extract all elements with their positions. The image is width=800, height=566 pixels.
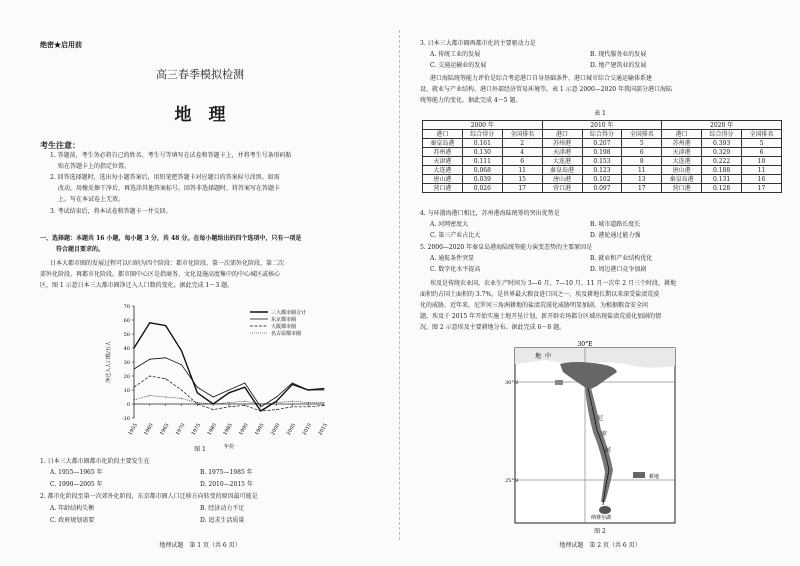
data-point <box>165 357 166 358</box>
intro-line: 郊外化阶段、再都市化阶段。都市圈中心区是指商务、文化设施高度集中的中心城区或核心 <box>40 271 281 278</box>
data-point <box>324 405 325 406</box>
data-point <box>292 384 293 385</box>
table-col-header: 全国排名 <box>502 130 542 139</box>
table-cell: 大连港 <box>423 166 463 175</box>
data-point <box>308 402 309 403</box>
table-year-header: 2000 年 <box>423 121 543 130</box>
x-tick-label: 1955 <box>127 422 139 437</box>
data-point <box>244 387 245 388</box>
table-row <box>423 139 782 148</box>
table-cell: 6 <box>622 148 662 157</box>
page-2 <box>400 0 800 566</box>
table-cell: 11 <box>742 166 782 175</box>
data-point <box>197 392 198 393</box>
page-1-footer: 地理试题 第 1 页（共 6 页） <box>159 542 241 549</box>
table-cell: 11 <box>622 166 662 175</box>
data-point <box>197 402 198 403</box>
data-point <box>165 325 166 326</box>
legend-label-0: 三大都市圈合计 <box>271 310 307 316</box>
y-tick-label: 30 <box>123 360 130 366</box>
table-cell: 10 <box>742 157 782 166</box>
data-point <box>149 376 150 377</box>
data-point <box>229 406 230 407</box>
map-sea-label: 地 <box>535 353 542 360</box>
table-cell: 17 <box>742 184 782 193</box>
data-point <box>213 404 214 405</box>
legend-farmland-label: 耕地 <box>649 474 660 480</box>
map-river-label: 河 <box>605 447 612 454</box>
data-point <box>181 390 182 391</box>
table-cell: 0.153 <box>582 157 622 166</box>
q2-option-c[interactable]: C. 政府规划需要 <box>50 517 95 524</box>
q1-option-b[interactable]: B. 1975—1985 年 <box>200 469 253 476</box>
table-cell: 唐山港 <box>662 166 702 175</box>
notice-line: 3. 考试结束后，将本试卷和答题卡一并交回。 <box>50 208 172 215</box>
q1-option-a[interactable]: A. 1955—1965 年 <box>50 469 103 476</box>
oasis-farmland <box>555 380 563 385</box>
table-col-header: 港口 <box>542 130 582 139</box>
intro2-line: 统筹能力的变化。据此完成 4～5 题。 <box>420 97 522 104</box>
table-cell: 0.329 <box>702 148 742 157</box>
data-point <box>260 406 261 407</box>
table-col-header: 港口 <box>662 130 702 139</box>
map-lat-30-label: 30°N <box>505 380 519 386</box>
table-cell: 15 <box>502 175 542 184</box>
q5-option-b[interactable]: B. 就业和产业结构优化 <box>590 255 653 262</box>
table-cell: 天津港 <box>542 148 582 157</box>
table-year-header: 2010 年 <box>542 121 662 130</box>
data-point <box>244 401 245 402</box>
table-cell: 0.161 <box>462 139 502 148</box>
data-point <box>134 348 135 349</box>
intro2-line: 设、就业与产业结构、港口外部经济贸易环境等。表 1 示意 2000—2020 年我国部分港口海陆 <box>420 86 672 93</box>
map-sea-label2: 中 <box>545 353 552 360</box>
data-point <box>308 390 309 391</box>
data-point <box>260 404 261 405</box>
table-cell: 营口港 <box>542 184 582 193</box>
q5-option-a[interactable]: A. 通航条件突显 <box>430 255 475 262</box>
y-tick-label: 50 <box>123 332 130 338</box>
table-cell: 6 <box>502 157 542 166</box>
series-line-1 <box>134 358 324 407</box>
table-row <box>423 148 782 157</box>
question-3: 3. 日本三大都市圈再都市化的主要驱动力是 <box>420 40 536 47</box>
table-row <box>423 175 782 184</box>
table-col-header: 全国排名 <box>742 130 782 139</box>
section-heading: 一、选择题：本题共 16 小题，每小题 3 分，共 48 分。在每小题给出的四个选项中，只有一项是 <box>40 235 302 242</box>
q2-option-b[interactable]: B. 经济动力不足 <box>200 505 245 512</box>
table-row <box>423 184 782 193</box>
q3-option-b[interactable]: B. 现代服务业的发展 <box>590 51 647 58</box>
table-caption: 表 1 <box>594 110 606 117</box>
table-cell: 0.026 <box>462 184 502 193</box>
q3-option-c[interactable]: C. 交通运输业的发展 <box>430 62 487 69</box>
table-col-header: 港口 <box>423 130 463 139</box>
legend-label-2: 大阪都市圈 <box>271 324 297 330</box>
table-cell: 4 <box>502 148 542 157</box>
table-cell: 0.039 <box>462 175 502 184</box>
data-point <box>149 359 150 360</box>
table-cell: 大连港 <box>662 157 702 166</box>
y-axis-label: 净迁入人口数/万人 <box>106 341 112 383</box>
data-point <box>197 387 198 388</box>
table-cell: 秦皇岛港 <box>662 175 702 184</box>
table-year-header: 2020 年 <box>662 121 782 130</box>
data-point <box>292 401 293 402</box>
x-tick-label: 1995 <box>254 422 266 437</box>
table-cell: 0.130 <box>462 148 502 157</box>
q2-option-d[interactable]: D. 追求生活质量 <box>200 517 245 524</box>
section-heading-cont: 符合题目要求的。 <box>56 246 105 253</box>
table-subheader-row <box>423 130 782 139</box>
y-tick-label: 40 <box>123 346 130 352</box>
x-tick-label: 1980 <box>206 422 219 437</box>
data-point <box>324 402 325 403</box>
q2-option-a[interactable]: A. 年龄结构失衡 <box>50 505 95 512</box>
figure-1-line-chart <box>100 298 340 450</box>
data-point <box>276 402 277 403</box>
notice-line: 上。写在本试卷上无效。 <box>58 196 125 203</box>
table-cell: 0.198 <box>582 148 622 157</box>
table-cell: 0.102 <box>582 175 622 184</box>
intro3-line: 埃及是传统农业国，农业生产时间为 3—6 月、7—10 月、11 月一次年 2 月三个时段，耕地 <box>430 280 676 287</box>
data-point <box>134 387 135 388</box>
data-point <box>276 397 277 398</box>
notice-line: 贴在答题卡上的指定位置。 <box>58 163 131 170</box>
table-cell: 0.128 <box>702 184 742 193</box>
x-tick-label: 2010 <box>301 422 314 437</box>
data-point <box>229 402 230 403</box>
map-lon-label: 30°E <box>577 341 593 348</box>
data-point <box>181 398 182 399</box>
data-point <box>244 383 245 384</box>
table-cell: 0.393 <box>702 139 742 148</box>
q4-option-a[interactable]: A. 河网密度大 <box>430 221 469 228</box>
data-point <box>181 364 182 365</box>
y-tick-label: 10 <box>123 388 130 394</box>
table-row <box>423 157 782 166</box>
data-point <box>229 392 230 393</box>
data-point <box>165 378 166 379</box>
table-year-row <box>423 121 782 130</box>
x-tick-label: 2015 <box>317 422 329 437</box>
table-row <box>423 166 782 175</box>
data-point <box>149 395 150 396</box>
data-point <box>213 397 214 398</box>
table-cell: 0.097 <box>582 184 622 193</box>
q4-option-b[interactable]: B. 城市道路长度长 <box>590 221 641 228</box>
notice-line: 改动，用橡皮擦干净后，再选涂其他答案标号。回答非选择题时，将答案写在答题卡 <box>58 185 281 192</box>
data-point <box>276 409 277 410</box>
table-cell: 17 <box>622 184 662 193</box>
data-point <box>260 411 261 412</box>
table-cell: 17 <box>502 184 542 193</box>
x-tick-label: 1965 <box>159 422 171 437</box>
table-cell: 5 <box>622 139 662 148</box>
data-point <box>181 350 182 351</box>
y-tick-label: 60 <box>123 318 130 324</box>
table-cell: 0.123 <box>582 166 622 175</box>
y-tick-label: 70 <box>123 304 130 310</box>
x-tick-label: 1960 <box>143 422 155 437</box>
data-point <box>324 388 325 389</box>
data-point <box>197 404 198 405</box>
y-tick-label: 20 <box>123 374 130 380</box>
intro3-line: 况。图 2 示意埃及主要耕地分布。据此完成 6～8 题。 <box>420 324 566 331</box>
data-point <box>276 401 277 402</box>
table-cell: 0.222 <box>702 157 742 166</box>
data-point <box>134 399 135 400</box>
data-point <box>324 390 325 391</box>
lake-nasser <box>599 506 611 514</box>
map-river-label: 罗 <box>601 431 608 438</box>
question-2: 2. 都市化阶段至第一次郊外化阶段，东京都市圈人口迁移方向转变的原因最可能是 <box>40 493 258 500</box>
question-4: 4. 与环渤海港口相比，苏州港海陆统筹的突出优势是 <box>420 210 560 217</box>
table-col-header: 综合得分 <box>462 130 502 139</box>
x-tick-label: 1990 <box>238 422 250 437</box>
intro3-line: 化的威胁，近年来，尼罗河三角洲耕地的盐渍荒漠化威胁明显加剧。为根据粮食安全问 <box>420 302 649 309</box>
data-point <box>244 405 245 406</box>
intro-line: 日本大都市圈的发展过程可以归纳为四个阶段：都市化阶段、第一次郊外化阶段、第二次 <box>50 260 285 267</box>
table-cell: 0.188 <box>702 166 742 175</box>
map-lat-25-label: 25°N <box>505 478 519 484</box>
question-1: 1. 日本三大都市圈都市化阶段主要发生在 <box>40 458 150 465</box>
q3-option-d[interactable]: D. 地产建筑业的发展 <box>590 62 647 69</box>
table-col-header: 全国排名 <box>622 130 662 139</box>
table-cell: 营口港 <box>423 184 463 193</box>
notice-heading: 考生注意： <box>40 140 80 150</box>
x-tick-label: 2000 <box>269 422 282 437</box>
map-lake-label: 纳赛尔湖 <box>591 515 612 521</box>
question-5: 5. 2000—2020 年秦皇岛港海陆统筹能力演变态势的主要原因是 <box>420 244 593 251</box>
port-table <box>422 120 782 193</box>
q1-option-c[interactable]: C. 1990—2005 年 <box>50 481 103 488</box>
data-point <box>308 406 309 407</box>
legend-farmland-swatch <box>633 472 645 478</box>
q5-option-c[interactable]: C. 数字化水平提高 <box>430 266 481 273</box>
q1-option-d[interactable]: D. 2010—2015 年 <box>200 481 253 488</box>
q3-option-a[interactable]: A. 传统工业的发展 <box>430 51 481 58</box>
notice-line: 2. 回答选择题时，选出每小题答案后，用铅笔把答题卡对应题目的答案标号涂黑。如需 <box>50 174 280 181</box>
data-point <box>149 322 150 323</box>
secret-mark: 绝密★启用前 <box>40 40 82 49</box>
notice-line: 1. 答题前，考生务必将自己的姓名、考生号等填写在试卷和答题卡上，并将考生号条形码粘 <box>50 152 292 159</box>
x-axis-label: 年份 <box>223 444 235 450</box>
legend-label-3: 名古屋都市圈 <box>271 331 302 337</box>
table-cell: 16 <box>742 175 782 184</box>
table-cell: 2 <box>502 139 542 148</box>
table-cell: 13 <box>622 175 662 184</box>
subject-title: 地 理 <box>174 105 226 125</box>
table-cell: 苏州港 <box>542 139 582 148</box>
figure-2-egypt-map <box>505 340 685 528</box>
table-cell: 秦皇岛港 <box>423 139 463 148</box>
data-point <box>165 397 166 398</box>
table-cell: 11 <box>502 166 542 175</box>
table-cell: 苏州港 <box>423 148 463 157</box>
data-point <box>292 383 293 384</box>
table-cell: 营口港 <box>662 184 702 193</box>
table-cell: 大连港 <box>542 157 582 166</box>
table-cell: 6 <box>742 148 782 157</box>
q5-option-d[interactable]: D. 周边港口竞争加剧 <box>590 266 647 273</box>
data-point <box>134 369 135 370</box>
table-cell: 0.207 <box>582 139 622 148</box>
table-col-header: 综合得分 <box>582 130 622 139</box>
intro2-line: 港口海陆统筹能力评价是综合考虑港口自身基础条件、港口城市综合交通运输体系建 <box>430 75 653 82</box>
data-point <box>292 406 293 407</box>
y-tick-label: 0 <box>126 402 130 408</box>
x-tick-label: 1975 <box>190 422 203 437</box>
data-point <box>213 409 214 410</box>
table-col-header: 综合得分 <box>702 130 742 139</box>
table-cell: 苏州港 <box>662 139 702 148</box>
intro-line: 区，图 1 示意日本三大都市圈净迁入人口数的变化。据此完成 1～3 题。 <box>40 282 234 289</box>
q4-option-d[interactable]: D. 港轮通过能力强 <box>590 232 641 239</box>
page-2-footer: 地理试题 第 2 页（共 6 页） <box>559 542 641 549</box>
q4-option-c[interactable]: C. 第三产业占比大 <box>430 232 481 239</box>
x-tick-label: 1985 <box>222 422 234 437</box>
table-cell: 0.131 <box>702 175 742 184</box>
intro3-line: 面积约占国土面积的 3.7%，是世界最大粮食进口国之一。埃及耕地长期以来深受盐渍荒漠 <box>420 291 660 298</box>
table-body <box>423 139 782 193</box>
figure-1-caption: 图 1 <box>194 446 206 453</box>
table-cell: 天津港 <box>423 157 463 166</box>
table-cell: 秦皇岛港 <box>542 166 582 175</box>
exam-title: 高三春季模拟检测 <box>156 68 244 81</box>
map-river-label: 尼 <box>597 415 604 422</box>
figure-2-caption: 图 2 <box>594 528 606 535</box>
legend-label-1: 东京都市圈 <box>271 317 297 323</box>
table-cell: 唐山港 <box>423 175 463 184</box>
table-cell: 5 <box>742 139 782 148</box>
x-tick-label: 2005 <box>285 422 298 437</box>
table-cell: 0.111 <box>462 157 502 166</box>
x-tick-label: 1970 <box>174 422 187 437</box>
intro3-line: 题，埃及于 2015 年开始实施土地开垦计划，新开辟农场都分区域出现盐渍荒漠化加剧的情 <box>420 313 662 320</box>
table-cell: 0.068 <box>462 166 502 175</box>
table-cell: 天津港 <box>662 148 702 157</box>
data-point <box>229 390 230 391</box>
table-cell: 8 <box>622 157 662 166</box>
y-tick-label: -10 <box>121 416 130 422</box>
table-cell: 唐山港 <box>542 175 582 184</box>
